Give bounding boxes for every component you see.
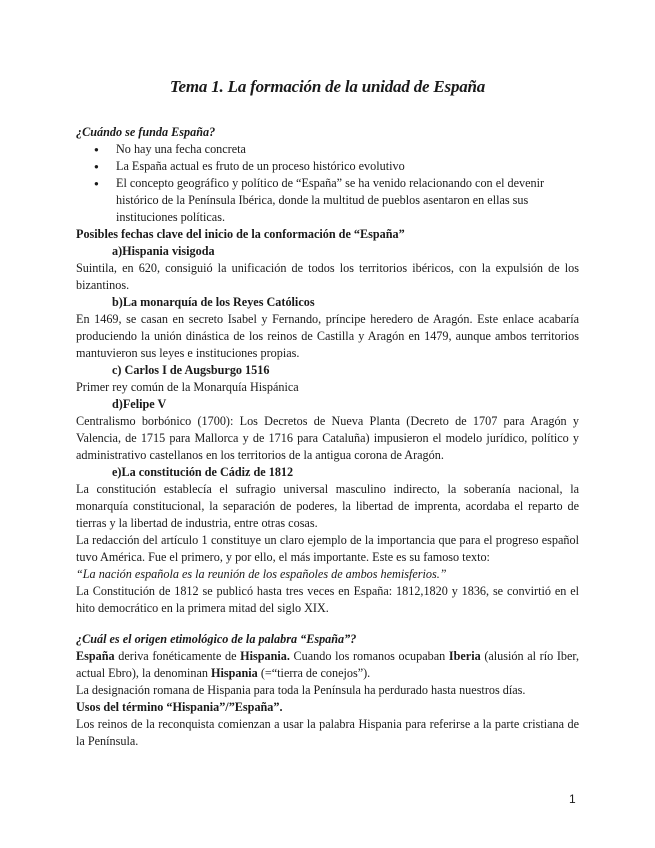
list-item: ● El concepto geográfico y político de “España” se ha venido relacionando con el devenir histórico de la Península Ibérica, donde la multitud de pueblos asentaron en ellas sus instituciones políticas. <box>116 175 579 226</box>
text-run: Cuando los romanos ocupaban <box>289 649 449 663</box>
paragraph: Los reinos de la reconquista comienzan a usar la palabra Hispania para referirse a la parte cristiana de la Península. <box>76 717 579 748</box>
bold-term: Iberia <box>448 649 481 663</box>
paragraph: En 1469, se casan en secreto Isabel y Fernando, príncipe heredero de Aragón. Este enlace acabaría produciendo la unión dinástica de los reinos de Castilla y Aragón en 1479, aunque ambos territorios mantuvieron sus leyes e instituciones propias. <box>76 312 579 360</box>
document-body <box>76 124 579 750</box>
section-heading: Usos del término “Hispania”/”España”. <box>76 700 283 714</box>
paragraph: La constitución establecía el sufragio universal masculino indirecto, la soberanía nacional, la monarquía constitucional, la separación de poderes, la libertad de imprenta, acordaba el reparto de tierras y la libertad de industria, entre otras cosas. <box>76 482 579 530</box>
bold-term: Hispania <box>211 666 258 680</box>
text-run: (=“tierra de conejos”). <box>257 666 371 680</box>
text-run: (alusión al río Iber, actual Ebro), la denominan <box>76 649 579 680</box>
paragraph: La Constitución de 1812 se publicó hasta tres veces en España: 1812,1820 y 1836, se convirtió en el hito democrático en la primera mitad del siglo XIX. <box>76 584 579 615</box>
bullet-list <box>76 141 579 226</box>
subheading-felipe-v: d)Felipe V <box>112 397 167 411</box>
list-item: ● La España actual es fruto de un proceso histórico evolutivo <box>116 158 579 175</box>
paragraph: La designación romana de Hispania para toda la Península ha perdurado hasta nuestros días. <box>76 683 526 697</box>
spacer <box>76 617 579 631</box>
section-heading: Posibles fechas clave del inicio de la conformación de “España” <box>76 227 405 241</box>
subheading-hispania-visigoda: a)Hispania visigoda <box>112 244 215 258</box>
subheading-constitucion-cadiz: e)La constitución de Cádiz de 1812 <box>112 465 294 479</box>
bold-term: España <box>76 649 115 663</box>
page-title: Tema 1. La formación de la unidad de España <box>169 77 486 96</box>
page-number: 1 <box>569 792 576 806</box>
subheading-carlos-i: c) Carlos I de Augsburgo 1516 <box>112 363 270 377</box>
paragraph-etymology <box>76 648 579 682</box>
section-question: ¿Cuál es el origen etimológico de la palabra “España”? <box>76 632 357 646</box>
text-run: deriva fonéticamente de <box>114 649 241 663</box>
list-item: ● No hay una fecha concreta <box>116 141 579 158</box>
section-question: ¿Cuándo se funda España? <box>76 125 216 139</box>
quote: “La nación española es la reunión de los españoles de ambos hemisferios.” <box>76 567 447 581</box>
paragraph: Suintila, en 620, consiguió la unificación de todos los territorios ibéricos, con la expulsión de los bizantinos. <box>76 261 579 292</box>
bold-term: Hispania. <box>240 649 290 663</box>
paragraph: Centralismo borbónico (1700): Los Decretos de Nueva Planta (Decreto de 1707 para Aragón y Valencia, de 1715 para Mallorca y de 1716 para Cataluña) impusieron el modelo jurídico, político y administrativo castellanos en los territorios de la antigua corona de Aragón. <box>76 414 579 462</box>
paragraph: La redacción del artículo 1 constituye un claro ejemplo de la importancia que para el progreso español tuvo América. Fue el primero, y por ello, el más importante. Este es su famoso texto: <box>76 533 579 564</box>
paragraph: Primer rey común de la Monarquía Hispánica <box>76 380 299 394</box>
subheading-reyes-catolicos: b)La monarquía de los Reyes Católicos <box>112 295 315 309</box>
